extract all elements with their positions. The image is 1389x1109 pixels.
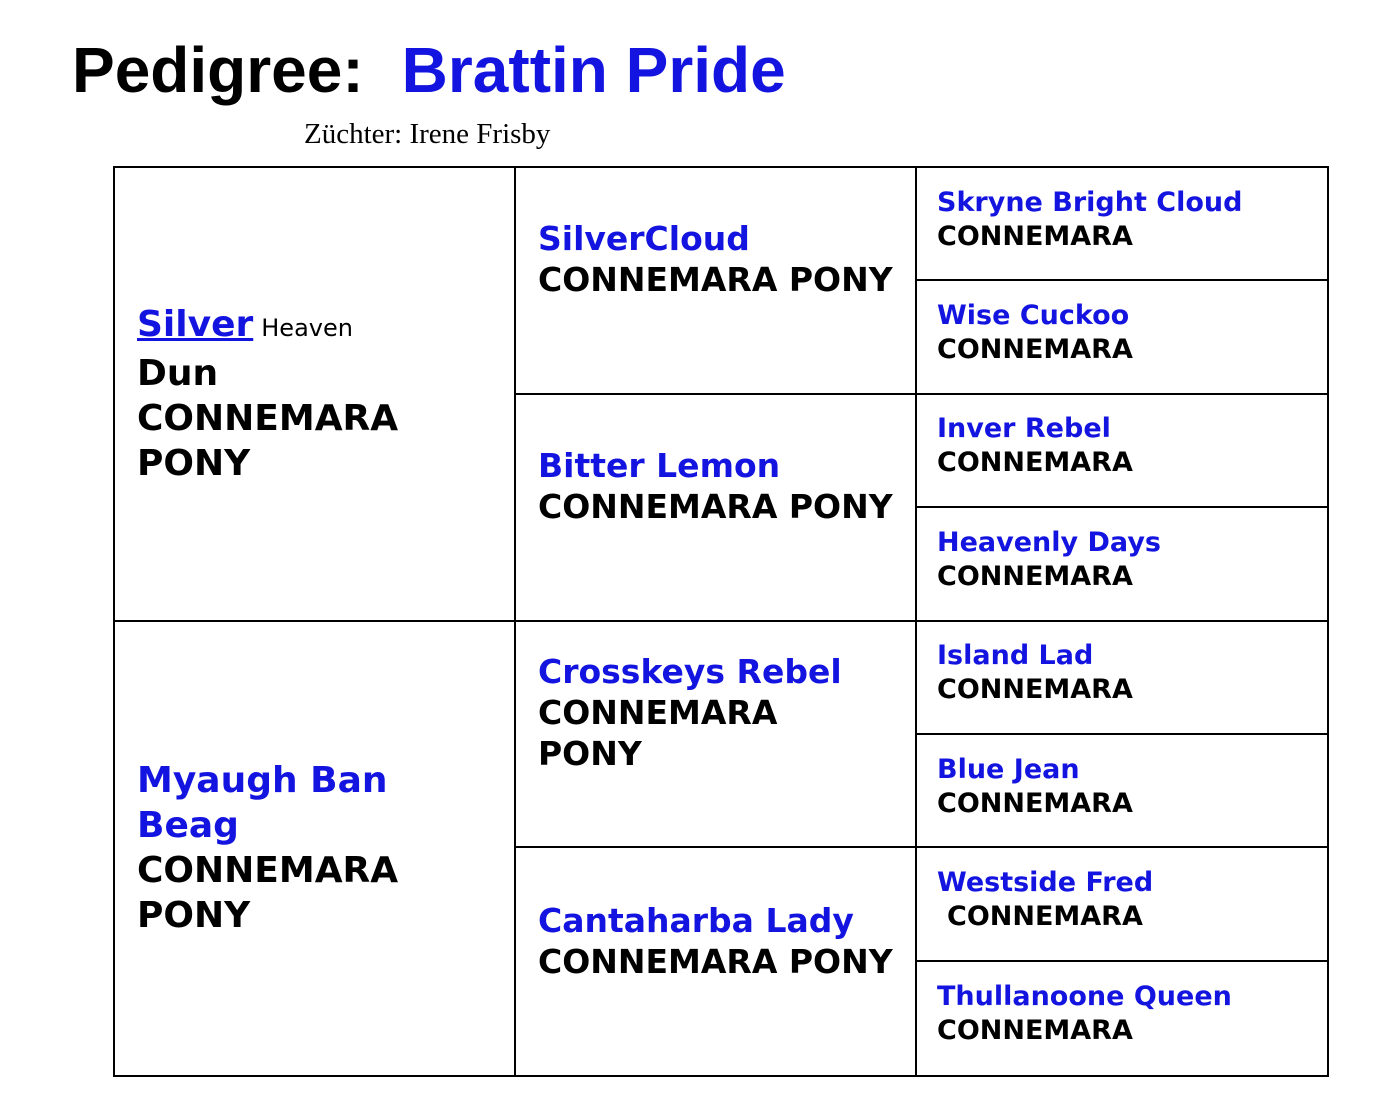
great-grandparent-name: Skryne Bright Cloud	[937, 186, 1243, 218]
great-grandparent-breed: CONNEMARA	[937, 674, 1133, 706]
grandparent-breed: CONNEMARA PONY	[538, 941, 893, 981]
great-grandparent-breed: CONNEMARA	[937, 334, 1133, 366]
grandparent-breed: CONNEMARA	[538, 693, 778, 733]
grandparent-cell	[516, 168, 917, 395]
great-grandparent-cell	[917, 962, 1327, 1075]
great-grandparent-name: Wise Cuckoo	[937, 300, 1130, 332]
grandparent-cell	[516, 622, 917, 849]
sire-name-link[interactable]: Silver	[137, 303, 254, 345]
great-grandparent-breed: CONNEMARA	[937, 447, 1133, 479]
great-grandparent-name: Blue Jean	[937, 753, 1080, 785]
sire-name-suffix: Heaven	[261, 313, 353, 342]
dam-name-cont: Beag	[137, 805, 239, 847]
grandparent-breed-cont: PONY	[538, 734, 642, 774]
great-grandparent-name: Island Lad	[937, 640, 1094, 672]
grandparent-breed: CONNEMARA PONY	[538, 487, 893, 527]
great-grandparent-breed: CONNEMARA	[937, 220, 1133, 252]
sire-name	[137, 302, 514, 351]
great-grandparent-cell	[917, 848, 1327, 961]
great-grandparent-breed: CONNEMARA	[937, 560, 1133, 592]
grandparent-breed: CONNEMARA PONY	[538, 260, 893, 300]
sire-color: Dun	[137, 352, 219, 394]
dam-breed: CONNEMARA	[137, 850, 399, 892]
grandparent-name: SilverCloud	[538, 219, 750, 259]
grandparent-cell	[516, 395, 917, 622]
great-grandparent-cell	[917, 395, 1327, 508]
sire-breed: CONNEMARA	[137, 397, 399, 439]
great-grandparent-cell	[917, 622, 1327, 735]
page-title	[72, 34, 786, 106]
great-grandparent-cell	[917, 281, 1327, 394]
great-grandparent-breed: CONNEMARA	[937, 1015, 1133, 1047]
great-grandparent-name: Thullanoone Queen	[937, 981, 1232, 1013]
sire-breed-cont: PONY	[137, 442, 251, 484]
grandparent-name: Cantaharba Lady	[538, 900, 854, 940]
great-grandparent-cell	[917, 168, 1327, 281]
great-grandparent-name: Inver Rebel	[937, 413, 1111, 445]
great-grandparent-breed: CONNEMARA	[937, 787, 1133, 819]
great-grandparent-name: Westside Fred	[937, 866, 1154, 898]
great-grandparent-name: Heavenly Days	[937, 526, 1161, 558]
dam-name: Myaugh Ban	[137, 760, 388, 802]
great-grandparent-cell	[917, 735, 1327, 848]
title-label: Pedigree:	[72, 34, 364, 106]
pedigree-table	[113, 166, 1329, 1077]
dam-breed-cont: PONY	[137, 895, 251, 937]
horse-name: Brattin Pride	[401, 34, 786, 106]
great-grandparent-cell	[917, 508, 1327, 621]
breeder-line: Züchter: Irene Frisby	[304, 118, 551, 150]
sire-cell	[115, 168, 516, 622]
great-grandparent-breed: CONNEMARA	[947, 900, 1143, 932]
grandparent-name: Crosskeys Rebel	[538, 652, 842, 692]
grandparent-cell	[516, 848, 917, 1075]
dam-cell	[115, 622, 516, 1076]
grandparent-name: Bitter Lemon	[538, 446, 781, 486]
